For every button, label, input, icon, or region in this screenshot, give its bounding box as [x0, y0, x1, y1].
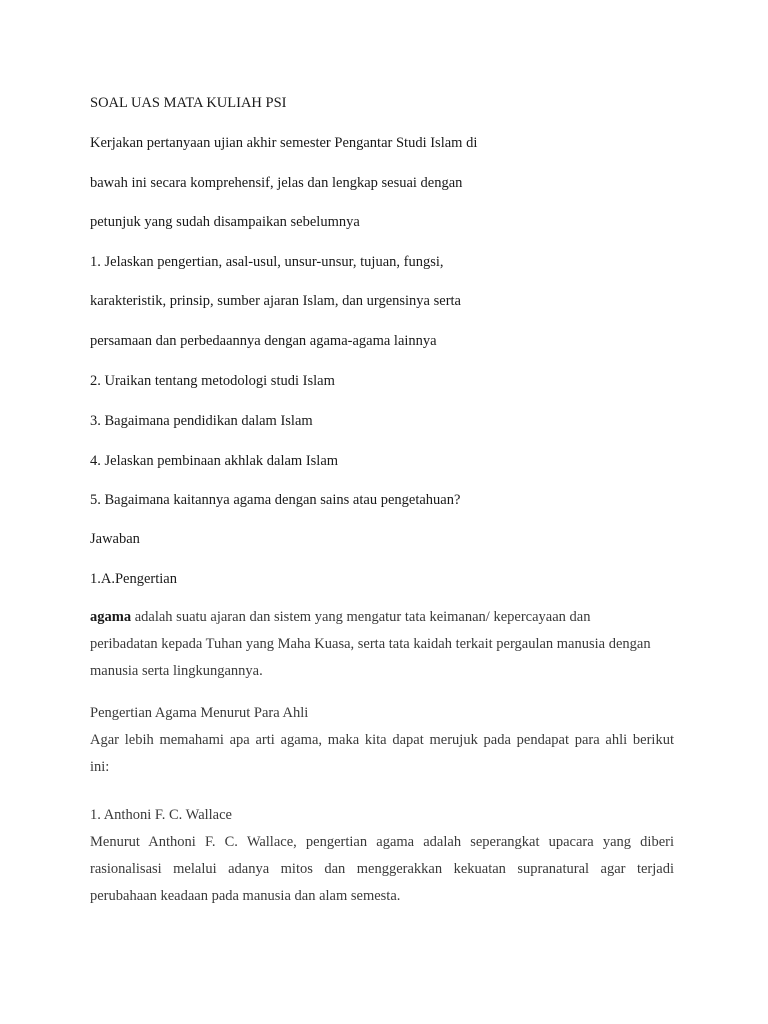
- definition-line-1: adalah suatu ajaran dan sistem yang mengatur tata keimanan/ kepercayaan dan: [131, 609, 591, 625]
- question-line-2: karakteristik, prinsip, sumber ajaran Islam, dan urgensinya serta: [90, 293, 461, 309]
- expert-item-1-line-3: perubahaan keadaan pada manusia dan alam semesta.: [90, 888, 401, 904]
- expert-item-1-line-1: Menurut Anthoni F. C. Wallace, pengertian agama adalah seperangkat upacara yang diberi: [90, 834, 674, 850]
- question-line-1: 1. Jelaskan pengertian, asal-usul, unsur-unsur, tujuan, fungsi,: [90, 254, 444, 270]
- expert-item-1-line-2: rasionalisasi melalui adanya mitos dan menggerakkan kekuatan supranatural agar terjadi: [90, 861, 674, 877]
- experts-intro-line-1: Agar lebih memahami apa arti agama, maka kita dapat merujuk pada pendapat para ahli berikut: [90, 732, 674, 748]
- question-line-3: persamaan dan perbedaannya dengan agama-agama lainnya: [90, 333, 437, 349]
- document-title: SOAL UAS MATA KULIAH PSI: [90, 95, 287, 111]
- intro-line-3: petunjuk yang sudah disampaikan sebelumnya: [90, 214, 360, 230]
- question-line-6: 4. Jelaskan pembinaan akhlak dalam Islam: [90, 453, 339, 469]
- definition-term: agama: [90, 609, 132, 625]
- question-line-7: 5. Bagaimana kaitannya agama dengan sains atau pengetahuan?: [90, 492, 461, 508]
- answer-heading: Jawaban: [90, 531, 140, 547]
- definition-line-3: manusia serta lingkungannya.: [90, 663, 263, 679]
- definition-paragraph: [90, 604, 674, 685]
- intro-line-2: bawah ini secara komprehensif, jelas dan lengkap sesuai dengan: [90, 175, 463, 191]
- section-heading: 1.A.Pengertian: [90, 571, 177, 587]
- experts-intro-line-2: ini:: [90, 759, 110, 775]
- experts-heading: Pengertian Agama Menurut Para Ahli: [90, 705, 309, 721]
- question-line-4: 2. Uraikan tentang metodologi studi Islam: [90, 373, 335, 389]
- expert-item-1-title: 1. Anthoni F. C. Wallace: [90, 807, 232, 823]
- experts-section: [90, 700, 674, 781]
- question-line-5: 3. Bagaimana pendidikan dalam Islam: [90, 413, 313, 429]
- definition-line-2: peribadatan kepada Tuhan yang Maha Kuasa, serta tata kaidah terkait pergaulan manusia dengan: [90, 636, 651, 652]
- expert-item-1: [90, 802, 674, 910]
- intro-line-1: Kerjakan pertanyaan ujian akhir semester Pengantar Studi Islam di: [90, 135, 478, 151]
